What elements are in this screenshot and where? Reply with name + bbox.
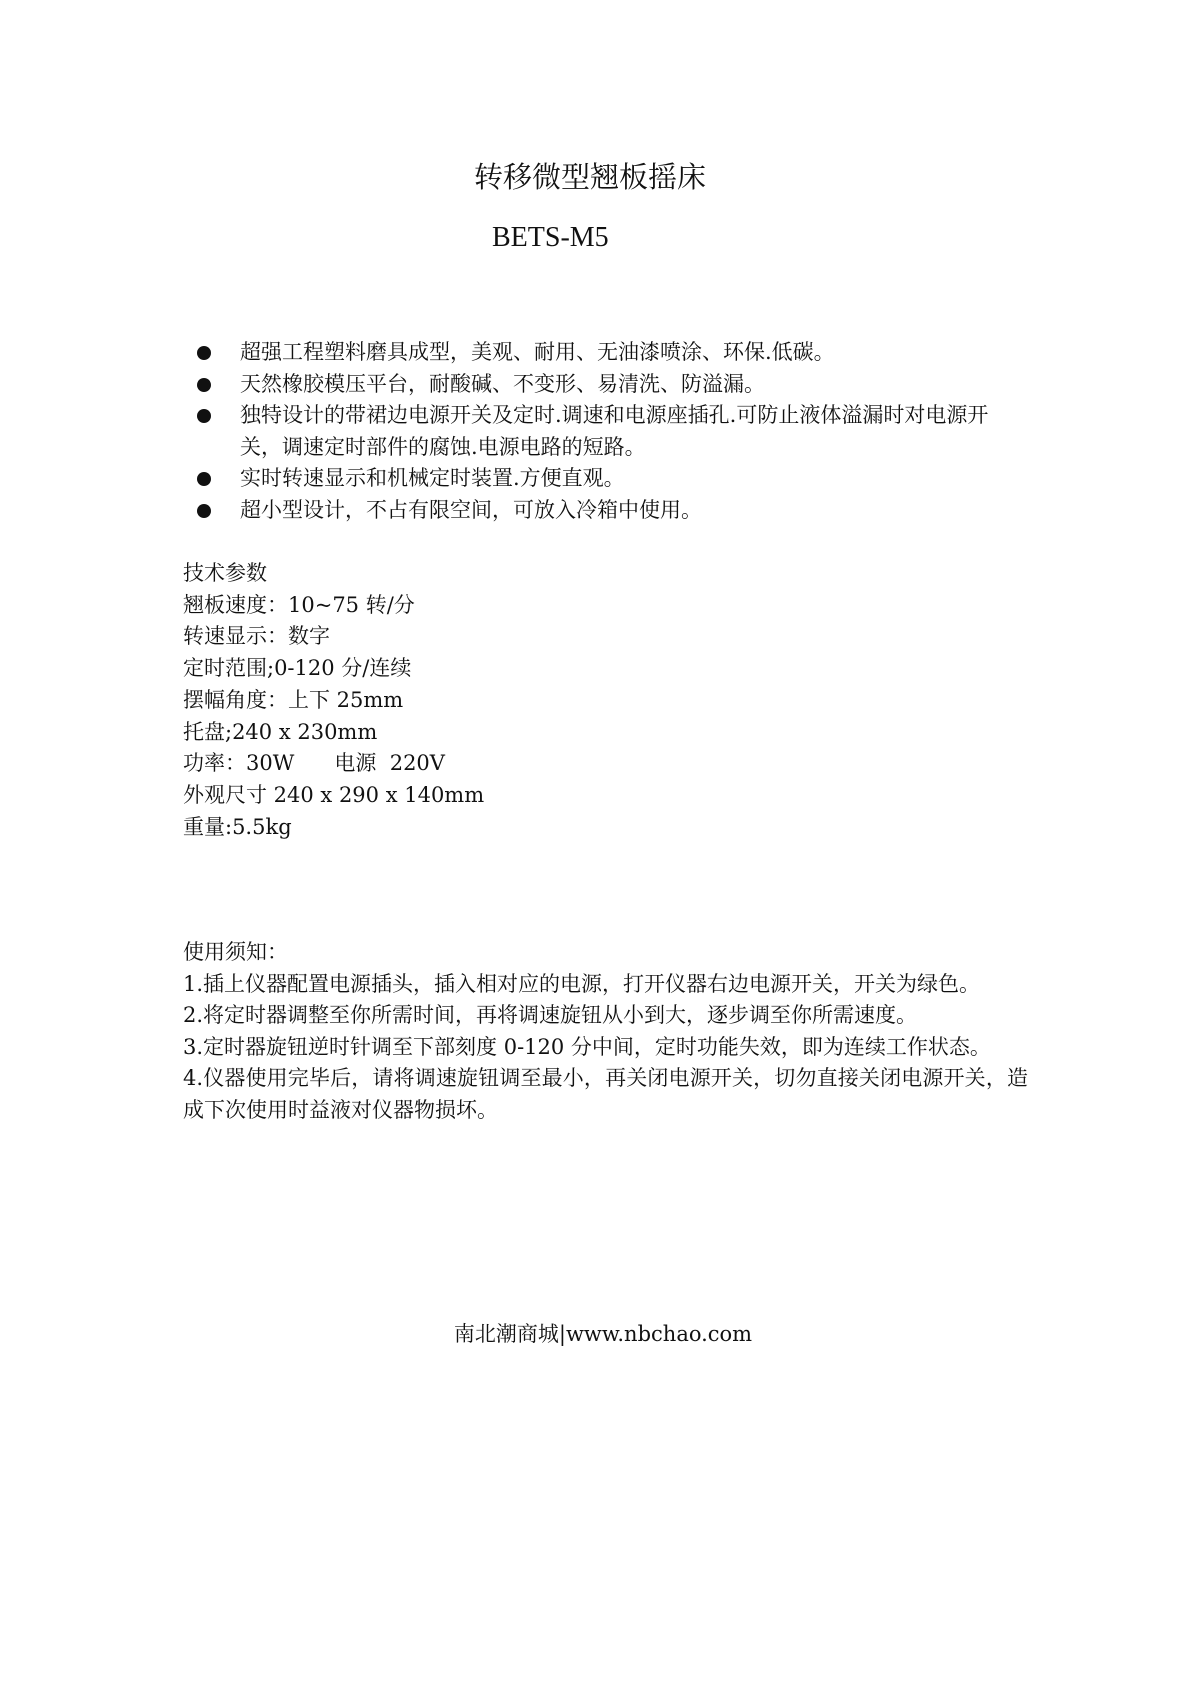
spec-line: 转速显示：数字 (183, 624, 330, 649)
usage-heading: 使用须知： (183, 940, 288, 964)
list-item: 独特设计的带裙边电源开关及定时.调速和电源座插孔.可防止液体溢漏时对电源开关，调速定时部件的腐蚀.电源电路的短路。 (190, 400, 1030, 463)
usage-item: 3.定时器旋钮逆时针调至下部刻度 0-120 分中间，定时功能失效，即为连续工作状态。 (183, 1034, 991, 1059)
model-number: BETS-M5 (492, 222, 609, 253)
list-item: 天然橡胶模压平台，耐酸碱、不变形、易清洗、防溢漏。 (190, 369, 1030, 401)
spec-line: 翘板速度：10~75 转/分 (183, 592, 415, 617)
bullet-icon (197, 472, 211, 486)
usage-item: 2.将定时器调整至你所需时间，再将调速旋钮从小到大，逐步调至你所需速度。 (183, 1003, 918, 1027)
spec-line: 摆幅角度：上下 25mm (183, 687, 404, 712)
spec-heading: 技术参数 (183, 561, 267, 585)
spec-section (183, 558, 484, 843)
list-item: 实时转速显示和机械定时装置.方便直观。 (190, 463, 1030, 495)
usage-item: 4.仪器使用完毕后，请将调速旋钮调至最小，再关闭电源开关，切勿直接关闭电源开关，造成下次使用时益液对仪器物损坏。 (183, 1066, 1028, 1122)
list-item: 超小型设计，不占有限空间，可放入冷箱中使用。 (190, 495, 1030, 527)
bullet-icon (197, 346, 211, 360)
list-item: 超强工程塑料磨具成型，美观、耐用、无油漆喷涂、环保.低碳。 (190, 337, 1030, 369)
spec-line: 定时范围;0-120 分/连续 (183, 656, 412, 681)
document-title-text: 转移微型翘板摇床 (473, 160, 706, 194)
bullet-icon (197, 378, 211, 392)
footer-text: 南北潮商城|www.nbchao.com (453, 1322, 753, 1346)
spec-line: 外观尺寸 240 x 290 x 140mm (183, 782, 485, 807)
bullet-icon (197, 409, 211, 423)
spec-line: 重量:5.5kg (183, 814, 292, 839)
document-title (0, 155, 1200, 196)
spec-line: 功率：30W 电源 220V (183, 751, 445, 776)
feature-list (190, 337, 1030, 526)
footer (0, 1318, 1200, 1348)
spec-line: 托盘;240 x 230mm (183, 719, 378, 744)
usage-item: 1.插上仪器配置电源插头，插入相对应的电源，打开仪器右边电源开关，开关为绿色。 (183, 971, 981, 996)
usage-section (183, 937, 1028, 1126)
bullet-icon (197, 504, 211, 518)
